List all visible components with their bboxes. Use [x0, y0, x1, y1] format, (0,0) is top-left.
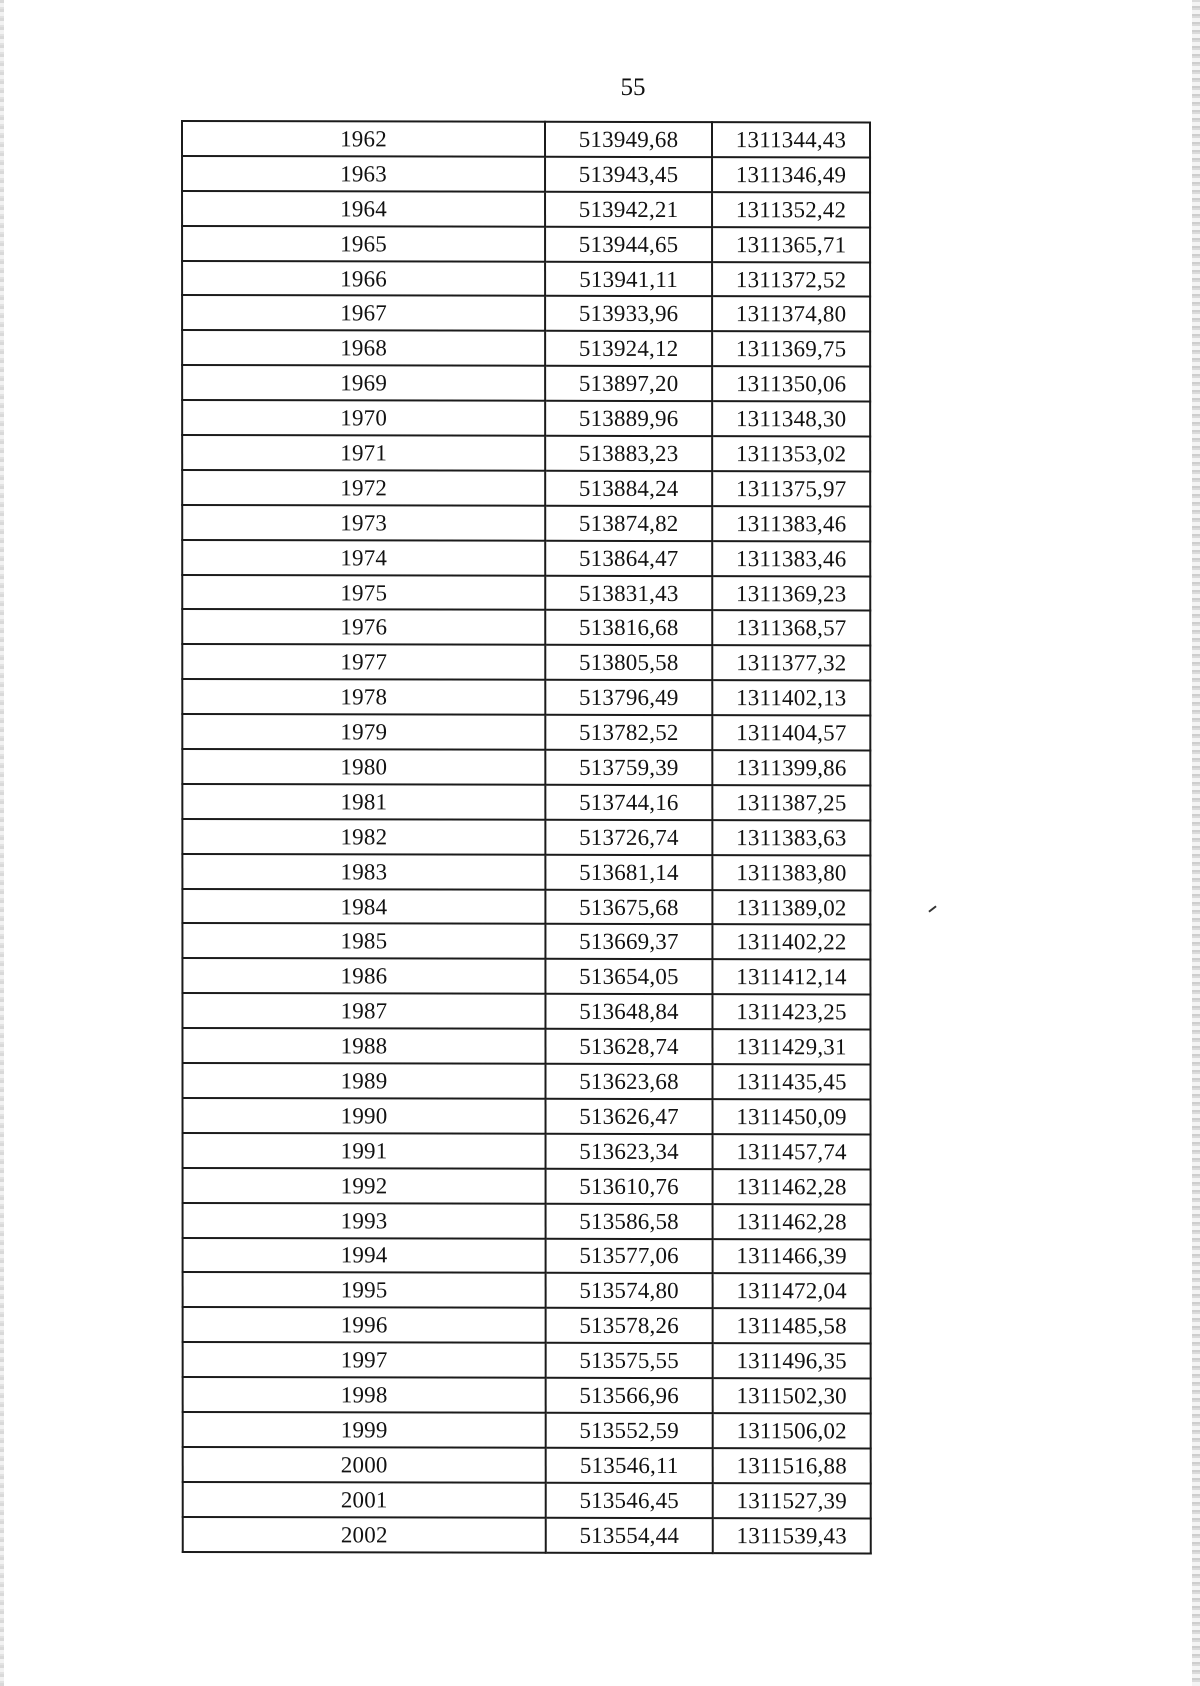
y-coordinate-cell: 1311399,86 — [712, 750, 870, 785]
point-number-cell: 1996 — [183, 1307, 546, 1343]
table-row — [182, 889, 870, 925]
table-row — [182, 435, 870, 471]
table-row — [182, 749, 870, 785]
point-number-cell: 1965 — [182, 226, 545, 262]
x-coordinate-cell: 513654,05 — [545, 959, 712, 994]
y-coordinate-cell: 1311472,04 — [713, 1274, 871, 1309]
table-row — [183, 1307, 871, 1343]
y-coordinate-cell: 1311506,02 — [713, 1413, 871, 1448]
y-coordinate-cell: 1311350,06 — [712, 366, 870, 401]
table-row — [182, 923, 870, 959]
table-row — [183, 1203, 871, 1239]
table-row — [183, 1272, 871, 1308]
table-row — [182, 330, 870, 366]
table-row — [182, 958, 870, 994]
table-row — [182, 714, 870, 750]
table-row — [182, 575, 870, 611]
point-number-cell: 1975 — [182, 575, 545, 611]
table-row — [182, 679, 870, 715]
table-row — [183, 1517, 871, 1553]
x-coordinate-cell: 513675,68 — [545, 889, 712, 924]
x-coordinate-cell: 513897,20 — [545, 366, 712, 401]
x-coordinate-cell: 513941,11 — [545, 261, 712, 296]
y-coordinate-cell: 1311466,39 — [713, 1239, 871, 1274]
x-coordinate-cell: 513831,43 — [545, 575, 712, 610]
x-coordinate-cell: 513586,58 — [546, 1203, 713, 1238]
y-coordinate-cell: 1311348,30 — [712, 401, 870, 436]
y-coordinate-cell: 1311404,57 — [712, 715, 870, 750]
point-number-cell: 1967 — [182, 295, 545, 331]
y-coordinate-cell: 1311462,28 — [713, 1169, 871, 1204]
y-coordinate-cell: 1311429,31 — [712, 1029, 870, 1064]
y-coordinate-cell: 1311450,09 — [713, 1099, 871, 1134]
point-number-cell: 1983 — [182, 854, 545, 890]
point-number-cell: 1988 — [182, 1028, 545, 1064]
y-coordinate-cell: 1311423,25 — [712, 994, 870, 1029]
point-number-cell: 1968 — [182, 330, 545, 366]
x-coordinate-cell: 513610,76 — [546, 1168, 713, 1203]
x-coordinate-cell: 513744,16 — [545, 785, 712, 820]
y-coordinate-cell: 1311372,52 — [712, 262, 870, 297]
table-row — [183, 1482, 871, 1518]
y-coordinate-cell: 1311389,02 — [712, 890, 870, 925]
y-coordinate-cell: 1311368,57 — [712, 611, 870, 646]
x-coordinate-cell: 513874,82 — [545, 506, 712, 541]
table-row — [182, 819, 870, 855]
point-number-cell: 1971 — [182, 435, 545, 471]
point-number-cell: 1973 — [182, 505, 545, 541]
y-coordinate-cell: 1311383,80 — [712, 855, 870, 890]
y-coordinate-cell: 1311383,46 — [712, 506, 870, 541]
y-coordinate-cell: 1311377,32 — [712, 645, 870, 680]
table-row — [183, 1098, 871, 1134]
point-number-cell: 1995 — [183, 1272, 546, 1308]
point-number-cell: 1992 — [183, 1168, 546, 1204]
table-row — [182, 295, 870, 331]
x-coordinate-cell: 513623,34 — [546, 1134, 713, 1169]
table-row — [183, 1342, 871, 1378]
y-coordinate-cell: 1311369,75 — [712, 331, 870, 366]
x-coordinate-cell: 513546,11 — [546, 1448, 713, 1483]
scan-edge-right — [1192, 0, 1200, 1686]
x-coordinate-cell: 513943,45 — [545, 157, 712, 192]
x-coordinate-cell: 513949,68 — [545, 122, 712, 157]
table-row — [182, 470, 870, 506]
point-number-cell: 1963 — [182, 156, 545, 192]
y-coordinate-cell: 1311402,22 — [712, 925, 870, 960]
x-coordinate-cell: 513577,06 — [546, 1238, 713, 1273]
point-number-cell: 1980 — [182, 749, 545, 785]
table-row — [182, 540, 870, 576]
point-number-cell: 1970 — [182, 400, 545, 436]
x-coordinate-cell: 513864,47 — [545, 540, 712, 575]
point-number-cell: 1962 — [182, 121, 545, 157]
point-number-cell: 1982 — [182, 819, 545, 855]
point-number-cell: 1998 — [183, 1377, 546, 1413]
coordinates-table-container — [181, 120, 870, 1554]
x-coordinate-cell: 513726,74 — [545, 820, 712, 855]
x-coordinate-cell: 513623,68 — [545, 1064, 712, 1099]
point-number-cell: 1989 — [182, 1063, 545, 1099]
point-number-cell: 1987 — [182, 993, 545, 1029]
point-number-cell: 1984 — [182, 889, 545, 925]
table-row — [182, 1063, 870, 1099]
point-number-cell: 1979 — [182, 714, 545, 750]
x-coordinate-cell: 513796,49 — [545, 680, 712, 715]
y-coordinate-cell: 1311353,02 — [712, 436, 870, 471]
table-row — [183, 1377, 871, 1413]
x-coordinate-cell: 513759,39 — [545, 750, 712, 785]
x-coordinate-cell: 513924,12 — [545, 331, 712, 366]
y-coordinate-cell: 1311462,28 — [713, 1204, 871, 1239]
table-row — [182, 609, 870, 645]
x-coordinate-cell: 513552,59 — [546, 1413, 713, 1448]
table-row — [182, 191, 870, 227]
y-coordinate-cell: 1311435,45 — [712, 1064, 870, 1099]
point-number-cell: 1974 — [182, 540, 545, 576]
x-coordinate-cell: 513574,80 — [546, 1273, 713, 1308]
point-number-cell: 1985 — [182, 923, 545, 959]
y-coordinate-cell: 1311352,42 — [712, 192, 870, 227]
table-row — [183, 1447, 871, 1483]
x-coordinate-cell: 513942,21 — [545, 192, 712, 227]
point-number-cell: 1964 — [182, 191, 545, 227]
x-coordinate-cell: 513669,37 — [545, 924, 712, 959]
table-row — [182, 993, 870, 1029]
table-row — [182, 156, 870, 192]
table-row — [182, 784, 870, 820]
y-coordinate-cell: 1311412,14 — [712, 959, 870, 994]
y-coordinate-cell: 1311485,58 — [713, 1308, 871, 1343]
page-number: 55 — [620, 74, 646, 101]
point-number-cell: 1981 — [182, 784, 545, 820]
y-coordinate-cell: 1311402,13 — [712, 680, 870, 715]
table-row — [182, 261, 870, 297]
point-number-cell: 1986 — [182, 958, 545, 994]
y-coordinate-cell: 1311369,23 — [712, 576, 870, 611]
point-number-cell: 1972 — [182, 470, 545, 506]
x-coordinate-cell: 513889,96 — [545, 401, 712, 436]
y-coordinate-cell: 1311457,74 — [713, 1134, 871, 1169]
point-number-cell: 1994 — [183, 1237, 546, 1273]
y-coordinate-cell: 1311516,88 — [713, 1448, 871, 1483]
x-coordinate-cell: 513546,45 — [546, 1482, 713, 1517]
point-number-cell: 1991 — [183, 1133, 546, 1169]
x-coordinate-cell: 513575,55 — [546, 1343, 713, 1378]
table-row — [182, 854, 870, 890]
table-row — [182, 121, 870, 157]
table-row — [182, 400, 870, 436]
point-number-cell: 1978 — [182, 679, 545, 715]
pen-tick-mark — [928, 905, 936, 912]
scan-edge-left — [0, 0, 4, 1686]
point-number-cell: 1999 — [183, 1412, 546, 1448]
point-number-cell: 1977 — [182, 644, 545, 680]
y-coordinate-cell: 1311365,71 — [712, 227, 870, 262]
x-coordinate-cell: 513944,65 — [545, 226, 712, 261]
coordinates-table — [181, 120, 872, 1554]
y-coordinate-cell: 1311502,30 — [713, 1378, 871, 1413]
y-coordinate-cell: 1311383,46 — [712, 541, 870, 576]
table-row — [183, 1412, 871, 1448]
point-number-cell: 1997 — [183, 1342, 546, 1378]
point-number-cell: 1966 — [182, 261, 545, 297]
y-coordinate-cell: 1311527,39 — [713, 1483, 871, 1518]
point-number-cell: 2002 — [183, 1517, 546, 1553]
coordinates-table-body — [182, 121, 871, 1553]
table-row — [182, 226, 870, 262]
x-coordinate-cell: 513805,58 — [545, 645, 712, 680]
y-coordinate-cell: 1311383,63 — [712, 820, 870, 855]
table-row — [182, 1028, 870, 1064]
x-coordinate-cell: 513578,26 — [546, 1308, 713, 1343]
x-coordinate-cell: 513933,96 — [545, 296, 712, 331]
x-coordinate-cell: 513816,68 — [545, 610, 712, 645]
x-coordinate-cell: 513782,52 — [545, 715, 712, 750]
point-number-cell: 1993 — [183, 1203, 546, 1239]
y-coordinate-cell: 1311539,43 — [713, 1518, 871, 1553]
y-coordinate-cell: 1311496,35 — [713, 1343, 871, 1378]
x-coordinate-cell: 513566,96 — [546, 1378, 713, 1413]
y-coordinate-cell: 1311344,43 — [712, 122, 870, 157]
x-coordinate-cell: 513628,74 — [545, 1029, 712, 1064]
table-row — [183, 1133, 871, 1169]
point-number-cell: 2001 — [183, 1482, 546, 1518]
point-number-cell: 1990 — [183, 1098, 546, 1134]
table-row — [182, 644, 870, 680]
point-number-cell: 1976 — [182, 609, 545, 645]
y-coordinate-cell: 1311387,25 — [712, 785, 870, 820]
x-coordinate-cell: 513648,84 — [545, 994, 712, 1029]
table-row — [183, 1168, 871, 1204]
point-number-cell: 1969 — [182, 365, 545, 401]
x-coordinate-cell: 513554,44 — [546, 1517, 713, 1552]
x-coordinate-cell: 513626,47 — [546, 1099, 713, 1134]
table-row — [182, 365, 870, 401]
x-coordinate-cell: 513681,14 — [545, 854, 712, 889]
y-coordinate-cell: 1311346,49 — [712, 157, 870, 192]
y-coordinate-cell: 1311374,80 — [712, 297, 870, 332]
table-row — [182, 505, 870, 541]
table-row — [183, 1237, 871, 1273]
y-coordinate-cell: 1311375,97 — [712, 471, 870, 506]
x-coordinate-cell: 513883,23 — [545, 436, 712, 471]
x-coordinate-cell: 513884,24 — [545, 471, 712, 506]
point-number-cell: 2000 — [183, 1447, 546, 1483]
